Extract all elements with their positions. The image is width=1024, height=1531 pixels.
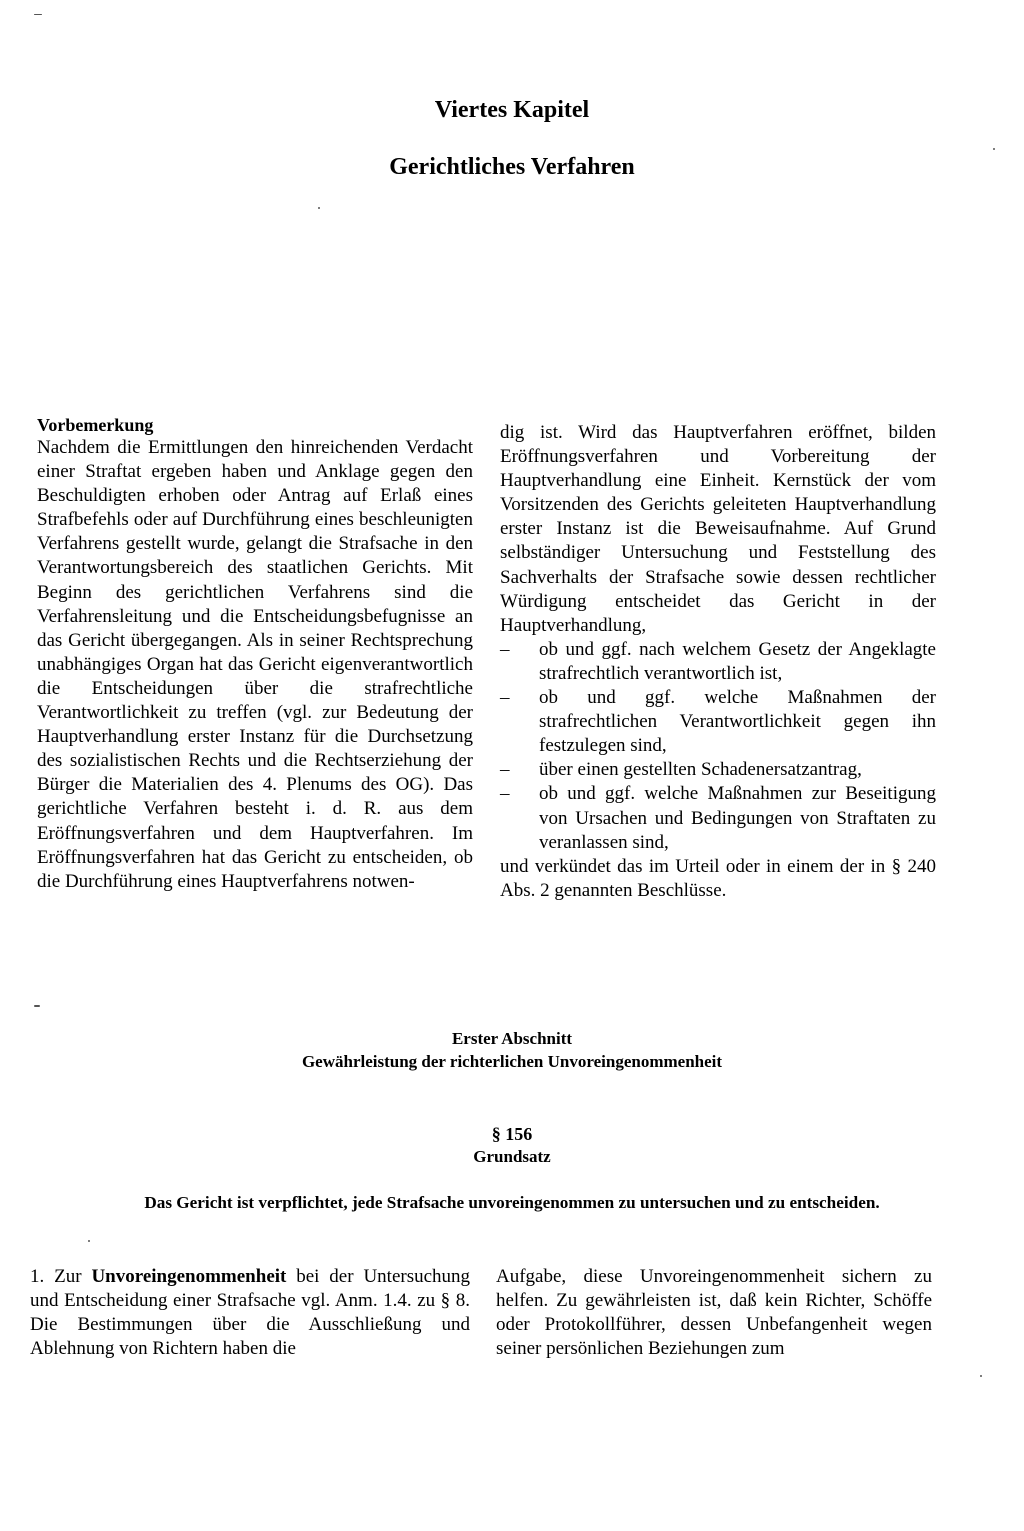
section-label: Erster Abschnitt xyxy=(451,1029,573,1048)
scan-speck xyxy=(34,1005,40,1007)
commentary-left-column xyxy=(30,1265,470,1361)
chapter-title: Viertes Kapitel xyxy=(434,97,590,123)
decision-list-item: – ob und ggf. welche Maßnahmen der strafrechtlichen Verantwortlichkeit gegen ihn festzulegen sind, xyxy=(500,686,936,758)
decision-list-item: – über einen gestellten Schadenersatzantrag, xyxy=(500,758,936,782)
decision-list-item: – ob und ggf. nach welchem Gesetz der Angeklagte strafrechtlich verantwortlich ist, xyxy=(500,638,936,686)
paragraph-title: Grundsatz xyxy=(473,1147,551,1166)
decision-list xyxy=(500,638,936,855)
commentary-left-text: bei der Untersuchung und Entscheidung einer Strafsache vgl. Anm. 1.4. zu § 8. Die Bestimmungen über die Ausschließung und Ablehnung von Richtern haben die xyxy=(30,1266,471,1360)
decision-list-item: – ob und ggf. welche Maßnahmen zur Beseitigung von Ursachen und Bedingungen von Straftaten zu veranlassen sind, xyxy=(500,782,936,854)
paragraph-rule-text: Das Gericht ist verpflichtet, jede Strafsache unvoreingenommen zu untersuchen und zu entscheiden. xyxy=(144,1193,880,1212)
chapter-subtitle: Gerichtliches Verfahren xyxy=(389,154,635,180)
vorbemerkung-left-text: Nachdem die Ermittlungen den hinreichenden Verdacht einer Straftat ergeben haben und Anklage gegen den Beschuldigten erhoben oder Antrag auf Erlaß eines Strafbefehls oder auf Durchführung eines beschleunigten Verfahrens gestellt wurde, gelangt die Strafsache in den Verantwortungsbereich des staatlichen Gerichts. Mit Beginn des gerichtlichen Verfahrens sind die Verfahrensleitung und die Entscheidungsbefugnisse an das Gericht übergegangen. Als in seiner Rechtsprechung unabhängiges Organ hat das Gericht eigenverantwortlich die Entscheidungen über die strafrechtliche Verantwortlichkeit zu treffen (vgl. zur Bedeutung der Hauptverhandlung erster Instanz für die Durchsetzung des sozialistischen Rechts und die Rechtserziehung der Bürger die Materialien des 4. Plenums des OG). Das gerichtliche Verfahren besteht i. d. R. aus dem Eröffnungsverfahren und dem Hauptverfahren. Im Eröffnungsverfahren hat das Gericht zu entscheiden, ob die Durchführung eines Hauptverfahrens notwen- xyxy=(37,437,473,892)
scan-speck xyxy=(993,148,995,150)
vorbemerkung-right-column xyxy=(500,421,936,903)
paragraph-number: § 156 xyxy=(491,1124,533,1144)
commentary-lead-bold: Unvoreingenommenheit xyxy=(91,1266,287,1287)
vorbemerkung-right-intro: dig ist. Wird das Hauptverfahren eröffnet, bilden Eröffnungsverfahren und Vorbereitung der Hauptverhandlung eine Einheit. Kernstück der vom Vorsitzenden des Gerichts geleiteten Hauptverhandlung erster Instanz ist die Beweisaufnahme. Auf Grund selbständiger Untersuchung und Feststellung des Sachverhalts der Strafsache sowie dessen rechtlicher Würdigung entscheidet das Gericht in der Hauptverhandlung, xyxy=(500,422,936,636)
vorbemerkung-heading: Vorbemerkung xyxy=(37,415,154,435)
commentary-lead: 1. Zur xyxy=(30,1266,82,1287)
vorbemerkung-right-closing: und verkündet das im Urteil oder in einem der in § 240 Abs. 2 genannten Beschlüsse. xyxy=(500,855,936,901)
commentary-left-paragraph xyxy=(30,1265,470,1361)
commentary-right-column xyxy=(496,1265,932,1361)
commentary-right-text: Aufgabe, diese Unvoreingenommenheit sichern zu helfen. Zu gewährleisten ist, daß kein Richter, Schöffe oder Protokollführer, dessen Unbefangenheit wegen seiner persönlichen Beziehungen zum xyxy=(496,1266,932,1360)
vorbemerkung-left-column xyxy=(37,414,473,894)
scan-speck xyxy=(318,207,320,209)
scan-speck xyxy=(980,1375,982,1377)
scan-speck xyxy=(88,1240,90,1242)
scan-speck xyxy=(34,14,42,15)
section-title: Gewährleistung der richterlichen Unvoreingenommenheit xyxy=(301,1052,723,1071)
